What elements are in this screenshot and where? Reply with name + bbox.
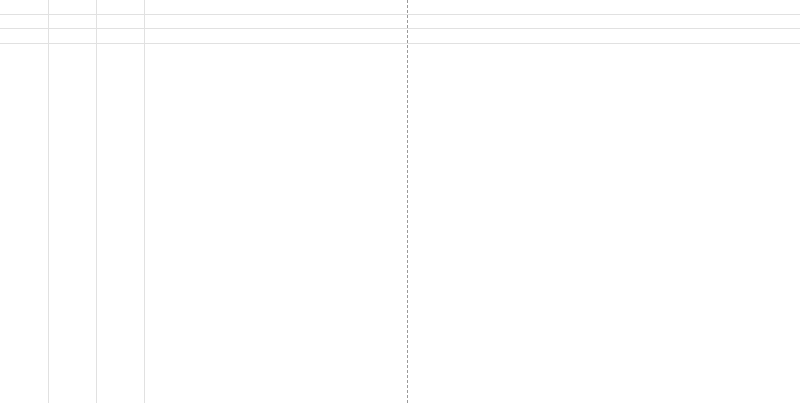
header-row: [0, 29, 800, 44]
page-break-line: [407, 0, 408, 403]
column-divider: [48, 0, 49, 403]
column-divider: [96, 0, 97, 403]
thesis-row: [0, 15, 800, 30]
title-row: [0, 0, 800, 15]
column-divider: [144, 0, 145, 403]
